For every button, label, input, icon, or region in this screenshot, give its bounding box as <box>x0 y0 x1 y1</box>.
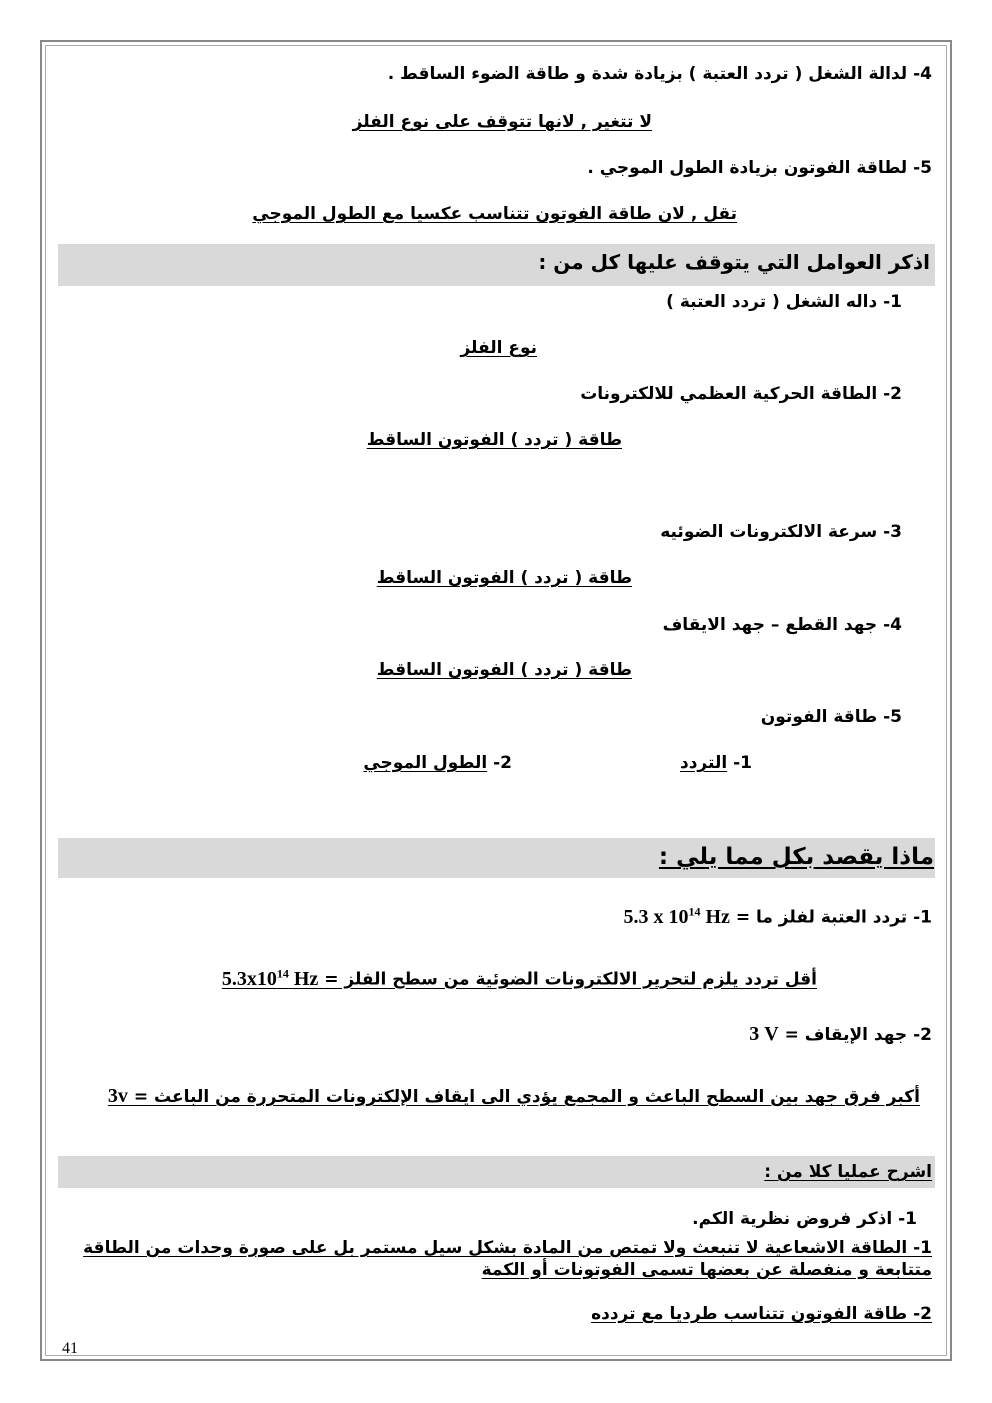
factor-3-question: 3- سرعة الالكترونات الضوئيه <box>660 522 902 542</box>
factor-5-answer-1 <box>680 752 752 774</box>
factor-1-answer: نوع الفلز <box>460 338 537 358</box>
item-4-question: 4- لدالة الشغل ( تردد العتبة ) بزيادة شدة و طاقة الضوء الساقط . <box>387 64 932 84</box>
meaning-2-answer-value: 3v <box>107 1085 128 1107</box>
meaning-1-answer-text: أقل تردد يلزم لتحرير الالكترونات الضوئية من سطح الفلز = <box>324 969 817 990</box>
factor-4-answer: طاقة ( تردد ) الفوتون الساقط <box>376 660 632 680</box>
factor-5-num-1: 1- <box>733 753 752 773</box>
meaning-1-answer-value: $5.3x10^{14}$ Hz <box>221 966 319 990</box>
section-explain-heading: اشرح عمليا كلا من : <box>764 1162 932 1182</box>
section-factors-heading: اذكر العوامل التي يتوقف عليها كل من : <box>538 250 930 274</box>
factor-2-question: 2- الطاقة الحركية العظمي للالكترونات <box>580 384 902 404</box>
meaning-1-value: 5.3 x $10^{14}$ Hz <box>623 904 730 928</box>
factor-5-question: 5- طاقة الفوتون <box>760 707 902 727</box>
factor-2-answer: طاقة ( تردد ) الفوتون الساقط <box>366 430 622 450</box>
factor-3-answer: طاقة ( تردد ) الفوتون الساقط <box>376 568 632 588</box>
meaning-2-value: 3 V <box>749 1023 779 1045</box>
meaning-1-answer <box>222 962 817 991</box>
factor-5-answer-2-text: الطول الموجي <box>363 753 488 773</box>
meaning-2-question <box>749 1023 932 1046</box>
item-4-answer: لا تتغير , لانها تتوقف على نوع الفلز <box>352 112 652 132</box>
meaning-2-label: 2- جهد الإيقاف = <box>784 1025 932 1045</box>
explain-1-question: 1- اذكر فروض نظرية الكم. <box>692 1209 917 1229</box>
factor-5-answer-1-text: التردد <box>679 753 728 773</box>
explain-1-answer-1: 1- الطاقة الاشعاعية لا تنبعث ولا تمتص من المادة بشكل سيل مستمر بل على صورة وحدات من الطاقة متتابعة و منفصلة عن بعضها تسمى الفوتونات أو الكمة <box>83 1238 932 1280</box>
meaning-2-answer-text: أكبر فرق جهد بين السطح الباعث و المجمع يؤدي الى ايقاف الإلكترونات المتحررة من الباعث = <box>133 1087 920 1107</box>
meaning-1-label: 1- تردد العتبة لفلز ما = <box>735 907 932 928</box>
section-meaning-heading: ماذا يقصد بكل مما يلي : <box>658 844 934 870</box>
item-5-answer: تقل , لان طاقة الفوتون تتناسب عكسيا مع الطول الموجي <box>252 204 737 224</box>
meaning-2-answer <box>108 1085 920 1108</box>
page-number: 41 <box>62 1340 78 1357</box>
factor-5-answer-2 <box>363 752 512 774</box>
factor-1-question: 1- داله الشغل ( تردد العتبة ) <box>666 292 902 312</box>
meaning-1-question <box>623 900 932 929</box>
explain-1-answer-2: 2- طاقة الفوتون تتناسب طرديا مع تردده <box>591 1304 932 1324</box>
factor-5-num-2: 2- <box>493 753 512 773</box>
item-5-question: 5- لطاقة الفوتون بزيادة الطول الموجي . <box>587 158 932 178</box>
factor-4-question: 4- جهد القطع – جهد الايقاف <box>662 615 902 635</box>
